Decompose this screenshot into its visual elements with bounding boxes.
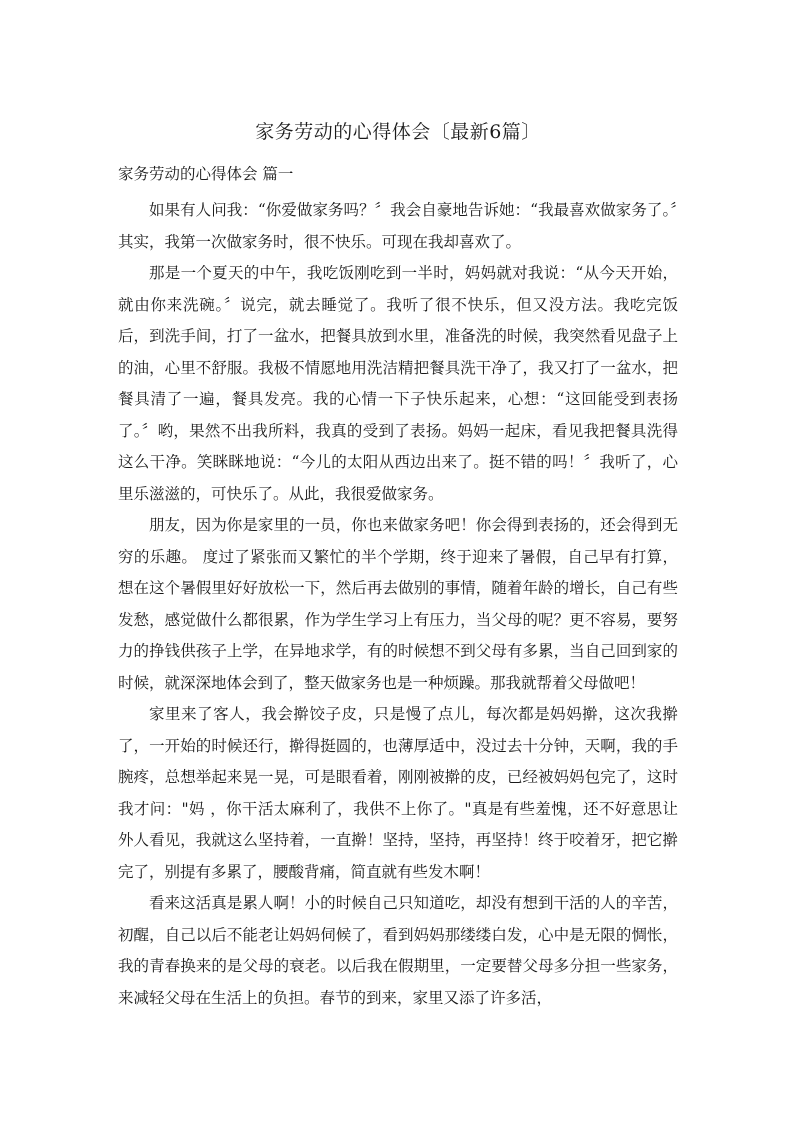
paragraph-4: 家里来了客人，我会擀饺子皮，只是慢了点儿，每次都是妈妈擀，这次我擀了，一开始的时候还行，擀得挺圆的，也薄厚适中，没过去十分钟，天啊，我的手腕疼，总想举起来晃一晃，可是眼看着，刚刚被擀的皮，已经被妈妈包完了，这时我才问："妈 ，你干活太麻利了，我供不上你了。"真是有些羞愧，还不好意思让外人看见，我就这么坚持着，一直擀！坚持，坚持，再坚持！终于咬着牙，把它擀完了，别提有多累了，腰酸背痛，简直就有些发木啊！ bbox=[118, 705, 678, 881]
paragraph-2: 那是一个夏天的中午，我吃饭刚吃到一半时，妈妈就对我说：“从今天开始，就由你来洗碗。〞说完，就去睡觉了。我听了很不快乐，但又没方法。我吃完饭后，到洗手间，打了一盆水，把餐具放到水里，准备洗的时候，我突然看见盘子上的油，心里不舒服。我极不情愿地用洗洁精把餐具洗干净了，我又打了一盆水，把餐具清了一遍，餐具发亮。我的心情一下子快乐起来，心想：“这回能受到表扬了。〞哟，果然不出我所料，我真的受到了表扬。妈妈一起床，看见我把餐具洗得这么干净。笑眯眯地说：“今儿的太阳从西边出来了。挺不错的吗！〞我听了，心里乐滋滋的，可快乐了。从此，我很爱做家务。 bbox=[118, 264, 678, 503]
paragraph-3: 朋友，因为你是家里的一员，你也来做家务吧！你会得到表扬的，还会得到无穷的乐趣。 度过了紧张而又繁忙的半个学期，终于迎来了暑假，自己早有打算，想在这个暑假里好好放松一下，然后再去做别的事情，随着年龄的增长，自己有些发愁，感觉做什么都很累，作为学生学习上有压力，当父母的呢？更不容易，要努力的挣钱供孩子上学，在异地求学，有的时候想不到父母有多累，当自己回到家的时候，就深深地体会到了，整天做家务也是一种烦躁。那我就帮着父母做吧！ bbox=[118, 516, 678, 692]
paragraph-5: 看来这活真是累人啊！小的时候自己只知道吃，却没有想到干活的人的辛苦，初醒，自己以后不能老让妈妈伺候了，看到妈妈那缕缕白发，心中是无限的惆怅，我的青春换来的是父母的衰老。以后我在假期里，一定要替父母多分担一些家务，来减轻父母在生活上的负担。春节的到来，家里又添了许多活， bbox=[118, 894, 678, 1007]
paragraph-1: 如果有人问我：“你爱做家务吗？〞我会自豪地告诉她：“我最喜欢做家务了。〞其实，我第一次做家务时，很不快乐。可现在我却喜欢了。 bbox=[118, 201, 678, 251]
section-heading: 家务劳动的心得体会 篇一 bbox=[118, 165, 294, 183]
document-page bbox=[118, 118, 678, 1014]
document-title: 家务劳动的心得体会〔最新6篇〕 bbox=[255, 121, 541, 143]
